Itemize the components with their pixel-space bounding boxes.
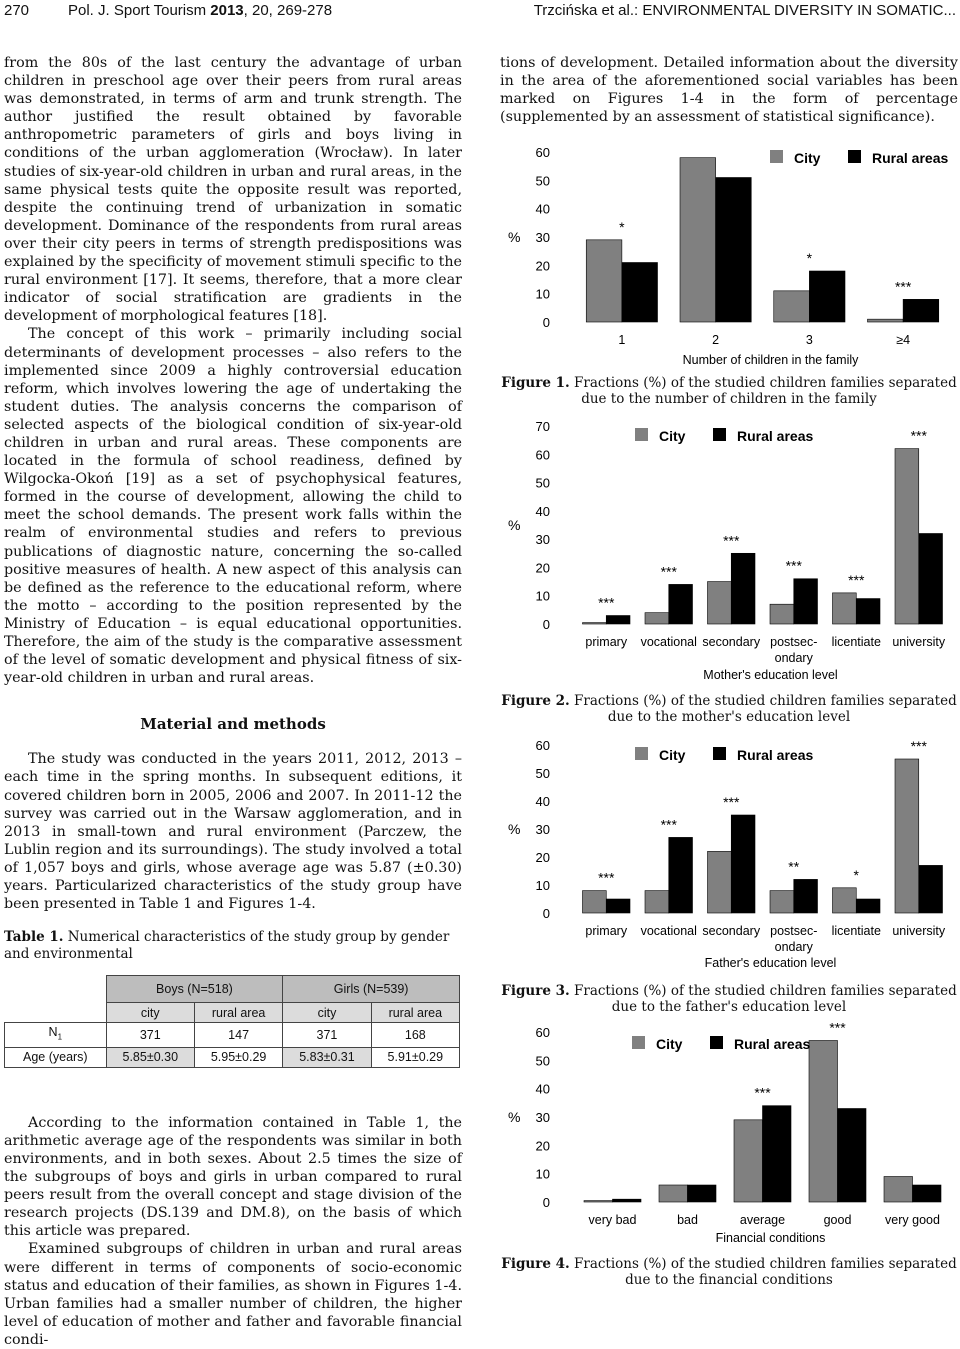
bar-city [645, 891, 669, 913]
y-tick-label: 0 [542, 906, 550, 921]
table-subheader: city [283, 1003, 371, 1023]
y-tick-label: 10 [535, 1166, 550, 1182]
y-tick-label: 40 [535, 794, 550, 809]
x-axis-label: Mother's education level [703, 668, 838, 682]
bar-rural [913, 1185, 942, 1202]
bar-city [833, 888, 857, 913]
figure-label: Figure 1. [501, 375, 570, 391]
paragraph: from the 80s of the last century the advantage of urban children in preschool age over their peers from rural areas was demonstrated, in terms of arm and trunk strength. The author justified the result obtained by favorable anthropometric parameters of girls and boys living in conditions of the urban agglomeration (Wrocław). In later studies of six-year-old children in urban and rural areas, in the same physical tests quite the opposite result was reported, despite the continuing trend of urbanization in somatic development. Dominance of the respondents from rural areas over their city peers in terms of strength predispositions was explained by the specificity of movement stimuli specific to the rural environment [17]. It seems, therefore, that a more clear indicator of social stratification are gradients in the development of morphological features [18]. [4, 55, 462, 325]
bar-city [708, 851, 732, 913]
bar-rural [794, 579, 818, 624]
legend-swatch-city [635, 747, 648, 760]
bar-city [770, 891, 794, 913]
bar-city [774, 291, 810, 322]
journal-name: Pol. J. Sport Tourism [68, 2, 207, 19]
table-subheader: rural area [194, 1003, 282, 1023]
x-tick-label: good [823, 1213, 852, 1227]
figure-caption-text: Fractions (%) of the studied children families separated due to the number of children in the family [569, 375, 957, 407]
journal-year: 2013 [210, 2, 244, 19]
table-cell: 5.83±0.31 [283, 1047, 371, 1067]
bar-rural [731, 815, 755, 913]
paragraph: tions of development. Detailed information about the diversity in the area of the aforementioned social variables has been marked on Figures 1-4 in the form of percentage (supplemented by an assessment of statistical significance). [500, 55, 958, 126]
y-tick-label: 20 [535, 258, 550, 274]
bar-rural [606, 899, 630, 913]
x-tick-label: bad [677, 1213, 698, 1227]
x-tick-label: ondary [774, 940, 813, 954]
y-tick-label: 20 [535, 560, 550, 576]
bar-city [586, 240, 622, 322]
significance-marker: *** [910, 427, 927, 444]
figure-4-chart [500, 1022, 960, 1248]
x-axis-label: Financial conditions [715, 1231, 826, 1245]
bar-rural [856, 899, 880, 913]
y-tick-label: 0 [542, 1195, 550, 1210]
bar-rural [919, 865, 943, 913]
legend-swatch-city [770, 150, 783, 163]
x-tick-label: 1 [618, 333, 626, 347]
x-tick-label: very good [885, 1213, 940, 1227]
x-tick-label: 2 [712, 333, 720, 347]
legend-label-rural: Rural areas [734, 1036, 811, 1052]
journal-volume: , 20, 269-278 [243, 2, 333, 19]
y-tick-label: 60 [535, 145, 550, 160]
x-axis-label: Father's education level [704, 956, 837, 970]
bar-city [770, 604, 794, 624]
y-tick-label: 40 [535, 201, 550, 217]
significance-marker: ** [788, 858, 800, 875]
bar-rural [613, 1199, 642, 1202]
bar-rural [669, 837, 693, 913]
legend-label-rural: Rural areas [737, 747, 814, 763]
section-heading: Material and methods [140, 715, 326, 734]
bar-city [583, 623, 607, 624]
table-row [5, 1023, 460, 1048]
legend-label-city: City [659, 428, 686, 444]
x-tick-label: vocational [640, 635, 697, 649]
row-label-subscript: 1 [57, 1032, 63, 1042]
y-tick-label: 30 [535, 532, 550, 548]
figure-label: Figure 3. [501, 983, 570, 999]
table-cell: 371 [283, 1023, 371, 1048]
y-tick-label: 40 [535, 503, 550, 519]
bar-rural [856, 599, 880, 624]
bar-rural [669, 584, 693, 624]
x-tick-label: licentiate [831, 924, 881, 938]
significance-marker: *** [660, 816, 677, 833]
significance-marker: * [853, 866, 859, 883]
bar-city [884, 1177, 913, 1203]
x-axis-label: Number of children in the family [682, 353, 859, 367]
table-cell: 371 [106, 1023, 194, 1048]
table-row [5, 1047, 460, 1067]
bar-rural [919, 533, 943, 624]
y-tick-label: 30 [535, 1110, 550, 1125]
y-tick-label: 0 [542, 617, 550, 632]
legend-swatch-city [635, 428, 648, 441]
table-caption-label: Table 1. [4, 929, 64, 946]
figure-1-chart [500, 142, 960, 370]
legend-swatch-rural [713, 428, 726, 441]
table-caption-text: Numerical characteristics of the study group by gender and environmental [4, 929, 450, 963]
table-subheader: city [106, 1003, 194, 1023]
x-tick-label: licentiate [831, 635, 881, 649]
y-tick-label: 10 [535, 878, 550, 893]
y-tick-label: 20 [535, 850, 550, 865]
bar-rural [763, 1106, 792, 1202]
y-tick-label: 10 [535, 286, 550, 302]
figure-caption-text: Fractions (%) of the studied children families separated due to the father's education level [569, 983, 957, 1015]
significance-marker: *** [848, 571, 865, 588]
y-axis-label: % [508, 229, 521, 245]
significance-marker: *** [723, 794, 740, 810]
significance-marker: * [619, 218, 625, 235]
y-axis-label: % [508, 821, 521, 837]
running-title: Trzcińska et al.: ENVIRONMENTAL DIVERSITY IN SOMATIC... [533, 2, 956, 19]
figure-2-chart [500, 414, 960, 686]
x-tick-label: university [892, 924, 946, 938]
x-tick-label: secondary [702, 635, 761, 649]
table-cell: 5.95±0.29 [194, 1047, 282, 1067]
significance-marker: * [806, 250, 813, 266]
bar-city [868, 319, 904, 322]
y-tick-label: 0 [542, 315, 550, 330]
bar-rural [794, 879, 818, 913]
y-axis-label: % [508, 1109, 521, 1125]
significance-marker: *** [829, 1022, 846, 1036]
y-axis-label: % [508, 517, 521, 533]
bar-city [680, 158, 716, 322]
figure-1-caption [500, 375, 958, 407]
figure-label: Figure 4. [501, 1256, 570, 1272]
table-group-header: Boys (N=518) [106, 976, 283, 1003]
legend-swatch-rural [848, 150, 861, 163]
legend-swatch-rural [710, 1036, 723, 1049]
paragraph: According to the information contained in Table 1, the arithmetic average age of the respondents was similar in both environments, and in both sexes. About 2.5 times the size of the subgroups of boys and girls in urban compared to rural peers result from the overall concept and stage division of the research projects (DS.139 and DM.8), on the basis of which this article was prepared. [4, 1114, 462, 1240]
y-tick-label: 30 [535, 822, 550, 837]
journal-citation [68, 2, 332, 19]
y-tick-label: 50 [535, 475, 550, 491]
y-tick-label: 60 [535, 447, 550, 463]
y-tick-label: 50 [535, 1053, 550, 1069]
paragraph: Examined subgroups of children in urban and rural areas were different in terms of components of socio-economic status and education of their families, as shown in Figures 1-4. Urban families had a smaller number of children, the higher level of education of mother and father and favorable financial condi- [4, 1241, 462, 1348]
bar-rural [809, 271, 845, 322]
significance-marker: *** [894, 278, 912, 295]
bar-rural [622, 263, 658, 323]
significance-marker: *** [598, 869, 615, 886]
figure-3-caption [500, 983, 958, 1015]
legend-label-rural: Rural areas [872, 150, 949, 166]
x-tick-label: ≥4 [896, 333, 911, 347]
table-corner [5, 976, 107, 1023]
figure-caption-text: Fractions (%) of the studied children families separated due to the mother's education level [569, 693, 957, 725]
y-tick-label: 50 [535, 766, 550, 781]
bar-city [809, 1041, 838, 1203]
paragraph: The study was conducted in the years 2011, 2012, 2013 – each time in the spring months. In subsequent editions, it covered children born in 2005, 2006 and 2007. In 2011-12 the survey was carried out in the Warsaw agglomeration, and in 2013 in small-town and rural environment (Parczew, the Lublin region and its surroundings). The study involved a total of 1,057 boys and girls, whose average age was 5.87 (±0.30) years. Particularized characteristics of the study group have been presented in Table 1 and Figures 1-4. [4, 751, 462, 913]
bar-rural [606, 616, 630, 624]
y-tick-label: 60 [535, 738, 550, 753]
y-tick-label: 40 [535, 1081, 550, 1097]
table-group-header: Girls (N=539) [283, 976, 460, 1003]
figure-caption-text: Fractions (%) of the studied children families separated due to the financial conditions [569, 1256, 957, 1288]
bar-city [708, 582, 732, 624]
significance-marker: *** [723, 532, 740, 549]
legend-swatch-rural [713, 747, 726, 760]
legend-label-city: City [794, 150, 821, 166]
table-1 [4, 975, 460, 1068]
y-tick-label: 50 [535, 173, 550, 189]
x-tick-label: primary [585, 635, 628, 649]
y-tick-label: 30 [535, 230, 550, 245]
bar-rural [716, 178, 752, 323]
bar-city [645, 613, 669, 624]
bar-city [659, 1185, 688, 1202]
bar-rural [688, 1185, 717, 1202]
table-row-label [5, 1023, 107, 1048]
bar-city [583, 891, 607, 913]
y-tick-label: 20 [535, 1138, 550, 1154]
x-tick-label: average [739, 1213, 786, 1227]
y-tick-label: 60 [535, 1025, 550, 1040]
running-header [4, 2, 956, 24]
bar-city [895, 449, 919, 624]
table-caption [4, 929, 462, 963]
row-label-text: N [48, 1025, 58, 1040]
table-cell: 5.85±0.30 [106, 1047, 194, 1067]
table-subheader: rural area [371, 1003, 459, 1023]
left-column [4, 54, 462, 1349]
x-tick-label: vocational [640, 924, 697, 938]
x-tick-label: 3 [805, 333, 813, 347]
figure-3-chart [500, 733, 960, 973]
significance-marker: *** [785, 557, 802, 574]
y-tick-label: 10 [535, 588, 550, 604]
bar-rural [838, 1109, 867, 1203]
x-tick-label: postsec- [770, 924, 818, 938]
bar-city [833, 593, 857, 624]
legend-label-city: City [656, 1036, 683, 1052]
table-cell: 147 [194, 1023, 282, 1048]
bar-city [734, 1120, 763, 1202]
figure-2-caption [500, 693, 958, 725]
legend-swatch-city [632, 1036, 645, 1049]
significance-marker: *** [598, 594, 615, 611]
right-column [500, 54, 958, 126]
significance-marker: *** [754, 1084, 771, 1101]
significance-marker: *** [660, 563, 677, 580]
y-tick-label: 70 [535, 419, 550, 434]
legend-label-rural: Rural areas [737, 428, 814, 444]
x-tick-label: secondary [702, 924, 761, 938]
x-tick-label: ondary [774, 651, 813, 665]
table-row-label: Age (years) [5, 1047, 107, 1067]
figure-label: Figure 2. [501, 693, 570, 709]
significance-marker: *** [910, 738, 927, 754]
legend-label-city: City [659, 747, 686, 763]
bar-city [584, 1201, 613, 1202]
bar-rural [903, 299, 939, 322]
table-cell: 5.91±0.29 [371, 1047, 459, 1067]
bar-rural [731, 553, 755, 624]
x-tick-label: primary [585, 924, 628, 938]
table-cell: 168 [371, 1023, 459, 1048]
page-number: 270 [4, 2, 30, 19]
bar-city [895, 759, 919, 913]
x-tick-label: university [892, 635, 946, 649]
paragraph: The concept of this work – primarily including social determinants of development processes – also refers to the implemented since 2009 a highly controversial education reform, which involves lowering the age of undertaking the student duties. The analysis concerns the comparison of selected aspects of the biological condition of six-year-old children in urban and rural areas. These components are located in the formula of school readiness, defined by Wilgocka-Okoń [19] as a set of psychophysical features, formed in the course of development, allowing the child to meet the school demands. The present work falls within the realm of environmental studies and refers to previous publications of diagnostic nature, concerning the so-called positive measures of health. A new aspect of this analysis can be defined as the reference to the educational reform, where the motto – according to the position represented by the Ministry of Education – is equal educational opportunities. Therefore, the aim of the study is the comparative assessment of the level of somatic development and physical fitness of six-year-old children in urban and rural areas. [4, 326, 462, 687]
x-tick-label: very bad [588, 1213, 637, 1227]
x-tick-label: postsec- [770, 635, 818, 649]
figure-4-caption [500, 1256, 958, 1288]
